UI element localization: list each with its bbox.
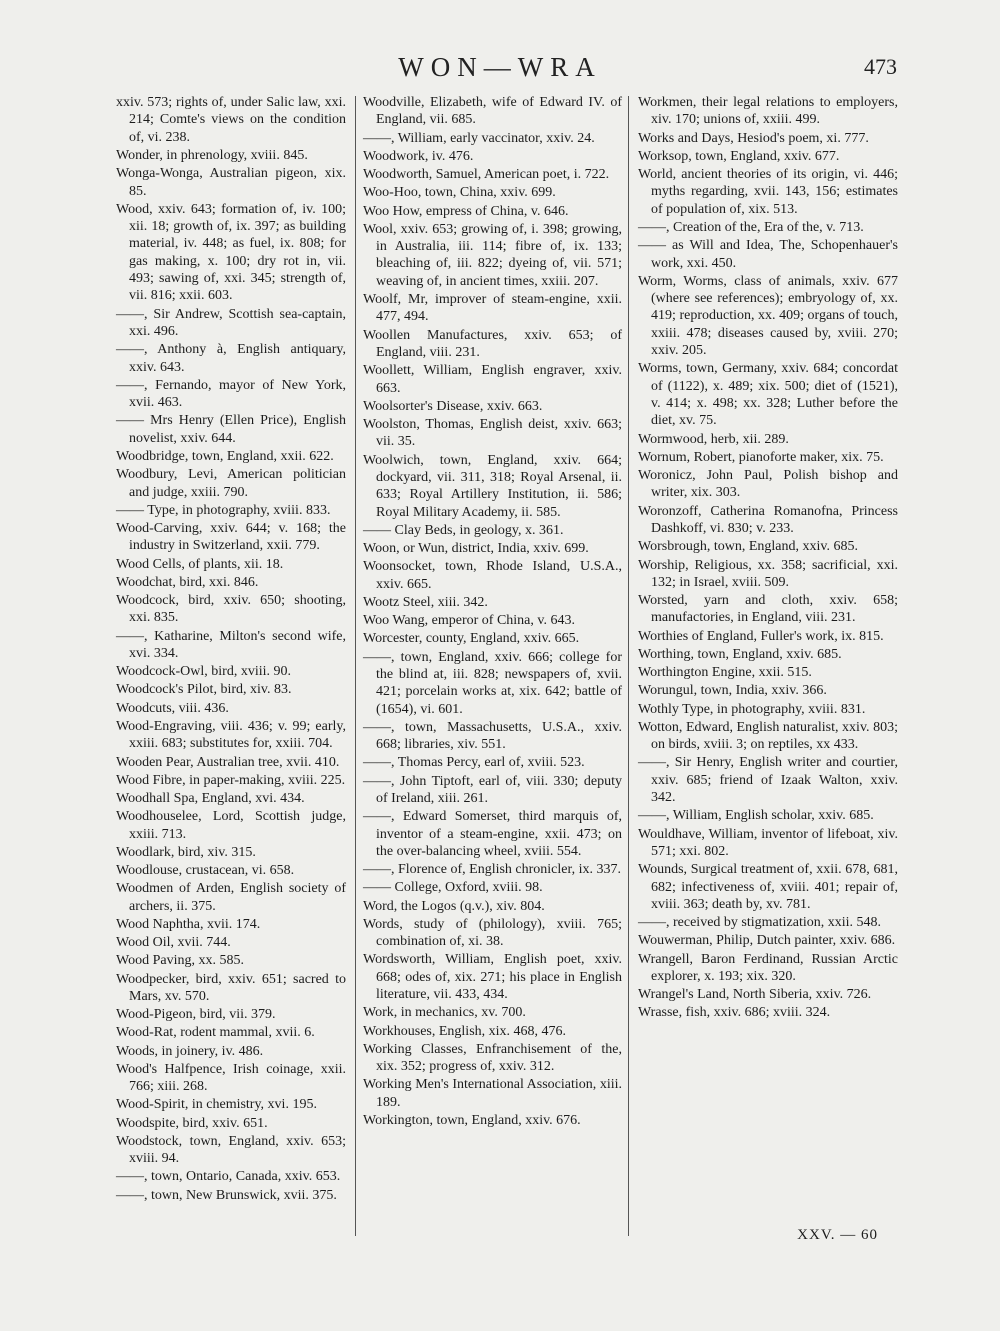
index-entry: ——, Florence of, English chronicler, ix. 337. xyxy=(363,862,621,878)
index-entry: Woo Wang, emperor of China, v. 643. xyxy=(363,613,575,629)
index-entry: Wouldhave, William, inventor of lifeboat, xiv. 571; xxi. 802. xyxy=(638,826,898,859)
index-column-3 xyxy=(638,94,898,1023)
index-entry: Woolf, Mr, improver of steam-engine, xxii. 477, 494. xyxy=(363,292,622,325)
index-entry: Woodhouselee, Lord, Scottish judge, xxiii. 713. xyxy=(116,809,346,842)
index-entry: Wrasse, fish, xxiv. 686; xviii. 324. xyxy=(638,1005,831,1021)
column-rule xyxy=(355,96,356,1236)
index-entry: Woolston, Thomas, English deist, xxiv. 663; vii. 35. xyxy=(363,416,622,450)
index-entry: Worthies of England, Fuller's work, ix. 815. xyxy=(638,628,884,644)
index-entry: Wooden Pear, Australian tree, xvii. 410. xyxy=(116,754,340,770)
index-entry: Wrangel's Land, North Siberia, xxiv. 726. xyxy=(638,987,872,1003)
index-entry: Worm, Worms, class of animals, xxiv. 677 (where see references); embryology of, xx. 419; reproduction, xx. 409; organs of touch, xxiii. 478; diseases caused by, xviii. 270; xxiv. 205. xyxy=(638,273,898,359)
index-entry: —— Type, in photography, xviii. 833. xyxy=(116,502,331,518)
index-entry: Woolsorter's Disease, xxiv. 663. xyxy=(363,398,543,414)
index-entry: Woollen Manufactures, xxiv. 653; of England, viii. 231. xyxy=(363,327,622,360)
index-entry: Woodville, Elizabeth, wife of Edward IV. of England, vii. 685. xyxy=(363,95,622,128)
index-entry: Word, the Logos (q.v.), xiv. 804. xyxy=(363,898,545,914)
index-entry: Worungul, town, India, xxiv. 366. xyxy=(638,683,827,699)
index-entry: Wormwood, herb, xii. 289. xyxy=(638,431,789,447)
index-entry: Words, study of (philology), xviii. 765; combination of, xi. 38. xyxy=(363,916,622,950)
index-entry: Wordsworth, William, English poet, xxiv. 668; odes of, xix. 271; his place in English literature, vii. 433, 434. xyxy=(363,952,622,1003)
index-entry: Woo How, empress of China, v. 646. xyxy=(363,203,569,219)
index-entry: ——, received by stigmatization, xxii. 548. xyxy=(638,915,882,931)
index-entry: Woodlark, bird, xiv. 315. xyxy=(116,844,256,860)
index-entry: Woodcock, bird, xxiv. 650; shooting, xxi. 835. xyxy=(116,593,346,626)
index-entry: Woodpecker, bird, xxiv. 651; sacred to Mars, xv. 570. xyxy=(116,971,346,1004)
index-entry: ——, town, Massachusetts, U.S.A., xxiv. 668; libraries, xiv. 551. xyxy=(363,719,622,753)
index-entry: Woodwork, iv. 476. xyxy=(363,148,474,164)
index-entry: Worksop, town, England, xxiv. 677. xyxy=(638,148,840,164)
index-entry: Wounds, Surgical treatment of, xxii. 678, 681, 682; infectiveness of, xviii. 401; repair of, xviii. 363; death by, xv. 781. xyxy=(638,862,898,912)
index-entry: ——, William, early vaccinator, xxiv. 24. xyxy=(363,130,595,146)
page-header xyxy=(0,52,1000,92)
index-entry: ——, William, English scholar, xxiv. 685. xyxy=(638,808,874,824)
index-entry: Wornum, Robert, pianoforte maker, xix. 75. xyxy=(638,449,884,465)
index-column-1 xyxy=(116,94,346,1205)
index-entry: Woodcock-Owl, bird, xviii. 90. xyxy=(116,664,292,680)
index-entry: Woodbury, Levi, American politician and judge, xxiii. 790. xyxy=(116,467,346,500)
index-entry: Wothly Type, in photography, xviii. 831. xyxy=(638,701,866,717)
index-entry: Wootz Steel, xiii. 342. xyxy=(363,594,488,610)
index-entry: Woolwich, town, England, xxiv. 664; dockyard, vii. 311, 318; Royal Arsenal, ii. 633; Royal Artillery Institution, ii. 586; Royal Military Academy, ii. 585. xyxy=(363,452,622,520)
index-entry: xxiv. 573; rights of, under Salic law, xxi. 214; Comte's views on the condition of, vi. 238. xyxy=(116,95,346,145)
index-entry: Wotton, Edward, English naturalist, xxiv. 803; on birds, xviii. 3; on reptiles, xx 433. xyxy=(638,719,898,753)
index-entry: World, ancient theories of its origin, vi. 446; myths regarding, xvii. 143, 156; estimates of population of, xix. 513. xyxy=(638,167,898,217)
index-entry: Wood-Engraving, viii. 436; v. 99; early, xxiii. 683; substitutes for, xxiii. 704. xyxy=(116,718,346,752)
index-entry: ——, John Tiptoft, earl of, viii. 330; deputy of Ireland, xiii. 261. xyxy=(363,773,622,806)
index-entry: Woronicz, John Paul, Polish bishop and writer, xix. 303. xyxy=(638,468,898,501)
index-entry: Wonder, in phrenology, xviii. 845. xyxy=(116,147,308,163)
column-rule xyxy=(628,96,629,1236)
index-entry: Wood-Pigeon, bird, vii. 379. xyxy=(116,1007,276,1023)
index-entry: Wood Fibre, in paper-making, xviii. 225. xyxy=(116,772,346,788)
index-entry: ——, Sir Henry, English writer and courtier, xxiv. 685; friend of Izaak Walton, xxiv. 342. xyxy=(638,755,898,806)
index-entry: ——, Katharine, Milton's second wife, xvi. 334. xyxy=(116,628,346,662)
index-entry: Woods, in joinery, iv. 486. xyxy=(116,1043,264,1059)
index-entry: Wood Cells, of plants, xii. 18. xyxy=(116,556,284,572)
index-entry: Worthington Engine, xxii. 515. xyxy=(638,665,812,681)
index-entry: Woonsocket, town, Rhode Island, U.S.A., xxiv. 665. xyxy=(363,559,622,592)
index-entry: Woon, or Wun, district, India, xxiv. 699. xyxy=(363,541,589,557)
index-entry: Woodworth, Samuel, American poet, i. 722. xyxy=(363,167,610,183)
index-entry: ——, Fernando, mayor of New York, xvii. 463. xyxy=(116,377,346,411)
index-entry: ——, Creation of the, Era of the, v. 713. xyxy=(638,219,864,235)
index-entry: Wrangell, Baron Ferdinand, Russian Arctic explorer, x. 193; xix. 320. xyxy=(638,951,898,984)
index-entry: Wood Naphtha, xvii. 174. xyxy=(116,916,261,932)
index-entry: Wood, xxiv. 643; formation of, iv. 100; xii. 18; growth of, ix. 397; as building material, iv. 448; as fuel, ix. 808; for gas making, x. 100; dry rot in, vii. 493; sawing of, xxi. 345; strength of, vii. 816; xxii. 603. xyxy=(116,201,346,304)
index-entry: Working Men's International Association, xiii. 189. xyxy=(363,1077,622,1110)
index-entry: ——, town, New Brunswick, xvii. 375. xyxy=(116,1187,337,1203)
index-entry: Wood's Halfpence, Irish coinage, xxii. 766; xiii. 268. xyxy=(116,1061,346,1095)
index-entry: ——, Anthony à, English antiquary, xxiv. 643. xyxy=(116,342,346,375)
index-entry: Worsbrough, town, England, xxiv. 685. xyxy=(638,539,859,555)
index-entry: Workmen, their legal relations to employers, xiv. 170; unions of, xxiii. 499. xyxy=(638,95,898,128)
index-entry: Woodcuts, viii. 436. xyxy=(116,700,229,716)
index-entry: Woodmen of Arden, English society of archers, ii. 375. xyxy=(116,881,346,914)
index-entry: Woo-Hoo, town, China, xxiv. 699. xyxy=(363,185,556,201)
index-entry: Worthing, town, England, xxiv. 685. xyxy=(638,646,842,662)
index-entry: Worsted, yarn and cloth, xxiv. 658; manufactories, in England, viii. 231. xyxy=(638,593,898,626)
index-entry: Wood-Carving, xxiv. 644; v. 168; the industry in Switzerland, xxii. 779. xyxy=(116,521,346,554)
index-entry: Worms, town, Germany, xxiv. 684; concordat of (1122), x. 489; xix. 500; diet of (1521), v. 414; x. 498; xx. 328; Luther before the diet, xv. 75. xyxy=(638,361,898,429)
index-entry: Woodchat, bird, xxi. 846. xyxy=(116,574,259,590)
index-entry: Wood-Spirit, in chemistry, xvi. 195. xyxy=(116,1097,317,1113)
index-entry: Woodstock, town, England, xxiv. 653; xviii. 94. xyxy=(116,1133,346,1167)
index-entry: Wool, xxiv. 653; growing of, i. 398; growing, in Australia, iii. 114; fibre of, ix. 133; bleaching of, iii. 822; dyeing of, vii. 571; weaving of, in ancient times, xxiii. 207. xyxy=(363,221,622,289)
running-head: WON—WRA xyxy=(398,52,602,82)
index-entry: Workhouses, English, xix. 468, 476. xyxy=(363,1023,567,1039)
index-entry: Work, in mechanics, xv. 700. xyxy=(363,1005,526,1021)
index-entry: Works and Days, Hesiod's poem, xi. 777. xyxy=(638,130,869,146)
index-entry: Wood Paving, xx. 585. xyxy=(116,953,244,969)
index-entry: —— College, Oxford, xviii. 98. xyxy=(363,880,543,896)
index-entry: Woodcock's Pilot, bird, xiv. 83. xyxy=(116,682,292,698)
index-entry: Woodbridge, town, England, xxii. 622. xyxy=(116,449,334,464)
index-entry: —— Mrs Henry (Ellen Price), English novelist, xxiv. 644. xyxy=(116,413,346,446)
index-entry: Worship, Religious, xx. 358; sacrificial, xxi. 132; in Israel, xviii. 509. xyxy=(638,557,898,590)
index-entry: ——, Sir Andrew, Scottish sea-captain, xxi. 496. xyxy=(116,306,346,340)
index-entry: —— Clay Beds, in geology, x. 361. xyxy=(363,522,564,538)
index-entry: ——, Edward Somerset, third marquis of, inventor of a steam-engine, xxii. 473; on the over-balancing wheel, xviii. 554. xyxy=(363,809,622,859)
index-entry: Wood-Rat, rodent mammal, xvii. 6. xyxy=(116,1025,315,1041)
index-entry: Workington, town, England, xxiv. 676. xyxy=(363,1112,581,1128)
index-entry: Worcester, county, England, xxiv. 665. xyxy=(363,631,580,647)
index-entry: Woodlouse, crustacean, vi. 658. xyxy=(116,863,295,879)
index-entry: Woollett, William, English engraver, xxiv. 663. xyxy=(363,363,622,396)
index-entry: ——, town, England, xxiv. 666; college for the blind at, iii. 828; newspapers of, xvii. 421; porcelain works at, xix. 642; battle of (1654), vi. 601. xyxy=(363,649,622,717)
index-entry: ——, Thomas Percy, earl of, xviii. 523. xyxy=(363,755,585,771)
signature-mark: XXV. — 60 xyxy=(797,1227,878,1243)
index-entry: —— as Will and Idea, The, Schopenhauer's work, xxi. 450. xyxy=(638,238,898,271)
index-entry: Working Classes, Enfranchisement of the, xix. 352; progress of, xxiv. 312. xyxy=(363,1041,622,1075)
index-entry: Woodspite, bird, xxiv. 651. xyxy=(116,1115,268,1131)
index-entry: ——, town, Ontario, Canada, xxiv. 653. xyxy=(116,1169,341,1185)
index-entry: Wood Oil, xvii. 744. xyxy=(116,935,231,951)
index-entry: Woodhall Spa, England, xvi. 434. xyxy=(116,791,305,806)
index-entry: Woronzoff, Catherina Romanofna, Princess Dashkoff, vi. 830; v. 233. xyxy=(638,503,898,537)
index-entry: Wouwerman, Philip, Dutch painter, xxiv. 686. xyxy=(638,933,896,949)
index-entry: Wonga-Wonga, Australian pigeon, xix. 85. xyxy=(116,166,346,199)
index-column-2 xyxy=(363,94,622,1130)
page-number: 473 xyxy=(864,54,897,79)
